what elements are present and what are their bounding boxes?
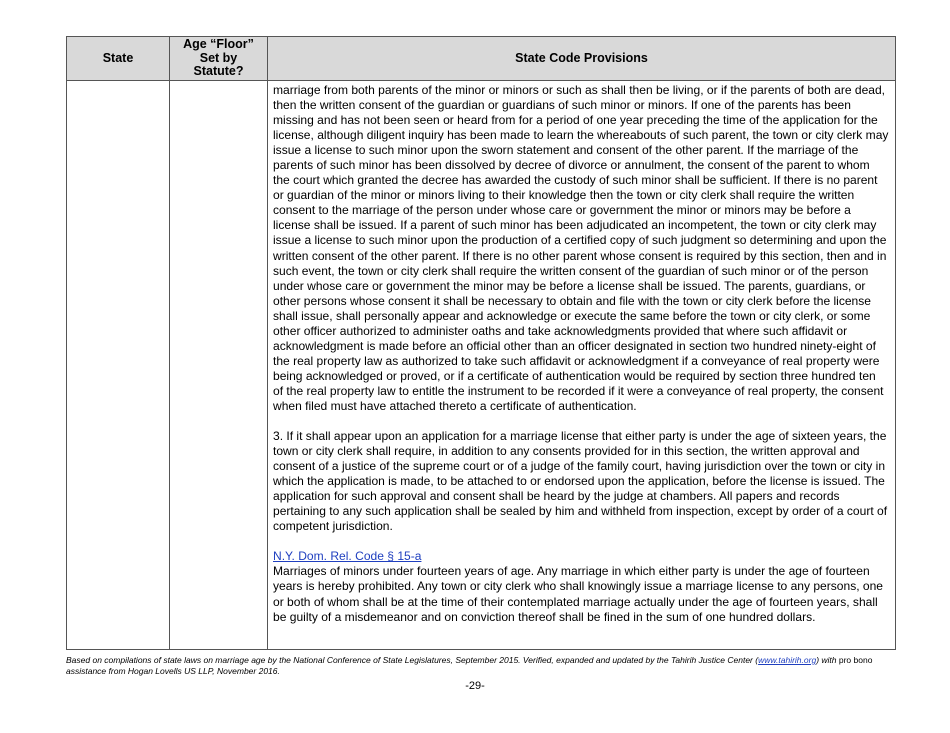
header-age-floor-line1: Age “Floor” xyxy=(183,37,254,52)
table-header-row xyxy=(67,37,896,81)
citation-link[interactable]: N.Y. Dom. Rel. Code § 15-a xyxy=(273,549,422,564)
provisions-cell xyxy=(268,81,896,650)
header-age-floor xyxy=(170,37,268,81)
provision-paragraph-2: 3. If it shall appear upon an application for a marriage license that either party is under the age of sixteen years, the town or city clerk shall require, in addition to any consents provided for in this section, the written approval and consent of a justice of the supreme court or of a judge of the family court, having jurisdiction over the town or city in which the application is made, to be attached to or endorsed upon the application, before the license is issued. The application for such approval and consent shall be heard by the judge at chambers. All papers and records pertaining to any such application shall be sealed by him and withheld from inspection, except by order of a court of competent jurisdiction. xyxy=(273,429,888,534)
footer-note-part3: assistance from Hogan Lovells US LLP, November 2016. xyxy=(66,665,280,676)
state-cell xyxy=(67,81,170,650)
footer-pro-bono: pro bono xyxy=(838,655,873,665)
provision-paragraph-3: Marriages of minors under fourteen years of age. Any marriage in which either party is under the age of fourteen years is hereby prohibited. Any town or city clerk who shall knowingly issue a marriage license to any persons, one or both of whom shall be at the time of their contemplated marriage actually under the age of fourteen years, shall be guilty of a misdemeanor and on conviction thereof shall be fined in the sum of one hundred dollars. xyxy=(273,564,884,624)
footer-note-part2: ) with xyxy=(816,655,839,665)
header-provisions: State Code Provisions xyxy=(268,37,896,81)
footer-note-part1: Based on compilations of state laws on marriage age by the National Conference of State Legislatures, September 2015. Verified, expanded and updated by the Tahirih Justice Center ( xyxy=(66,655,759,665)
header-age-floor-line2: Set by xyxy=(199,50,238,65)
header-state: State xyxy=(67,37,170,81)
header-age-floor-line3: Statute? xyxy=(193,64,244,79)
footer-link[interactable]: www.tahirih.org xyxy=(758,655,817,665)
state-provisions-table xyxy=(66,36,896,650)
footer-note xyxy=(66,655,896,676)
provision-paragraph-1: marriage from both parents of the minor or minors or such as shall then be living, or if the parents of both are dead, then the written consent of the guardian or guardians of such minor or minors. If one of the parents has been missing and has not been seen or heard from for a period of one year preceding the time of the application for the license, although diligent inquiry has been made to learn the whereabouts of such parent, the town or city clerk may issue a license to such minor upon the sworn statement and consent of the other parent. If the marriage of the parents of such minor has been dissolved by decree of divorce or annulment, the consent of the parent to whom the court which granted the decree has awarded the custody of such minor shall be sufficient. If there is no parent or guardian of the minor or minors living to their knowledge then the town or city clerk shall require the written consent to the marriage of the person under whose care or government the minor or minors may be before a license shall be issued. If a parent of such minor has been adjudicated an incompetent, the town or city clerk may issue a license to such minor upon the production of a certified copy of such judgment so determining and upon the written consent of the other parent. If there is no other parent whose consent is required by this section, then and in such event, the town or city clerk shall require the written consent of the guardian of such minor or of the person under whose care or government the minor may be before a license shall be issued. The parents, guardians, or other persons whose consent it shall be necessary to obtain and file with the town or city clerk before the license shall issue, shall personally appear and acknowledge or execute the same before the town or city clerk, or some other officer authorized to administer oaths and take acknowledgments provided that where such affidavit or acknowledgment is made before an official other than an officer designated in section two hundred ninety-eight of the real property law as authorized to take such affidavit or acknowledgment if a conveyance of real property were being acknowledged or proved, or if a certificate of authentication would be required by section three hundred ten of the real property law to entitle the instrument to be recorded if it were a conveyance of real property, the consent when filed must have attached thereto a certificate of authentication. xyxy=(273,83,889,413)
table-row xyxy=(67,81,896,650)
page-number: -29- xyxy=(465,680,485,692)
age-floor-cell xyxy=(170,81,268,650)
